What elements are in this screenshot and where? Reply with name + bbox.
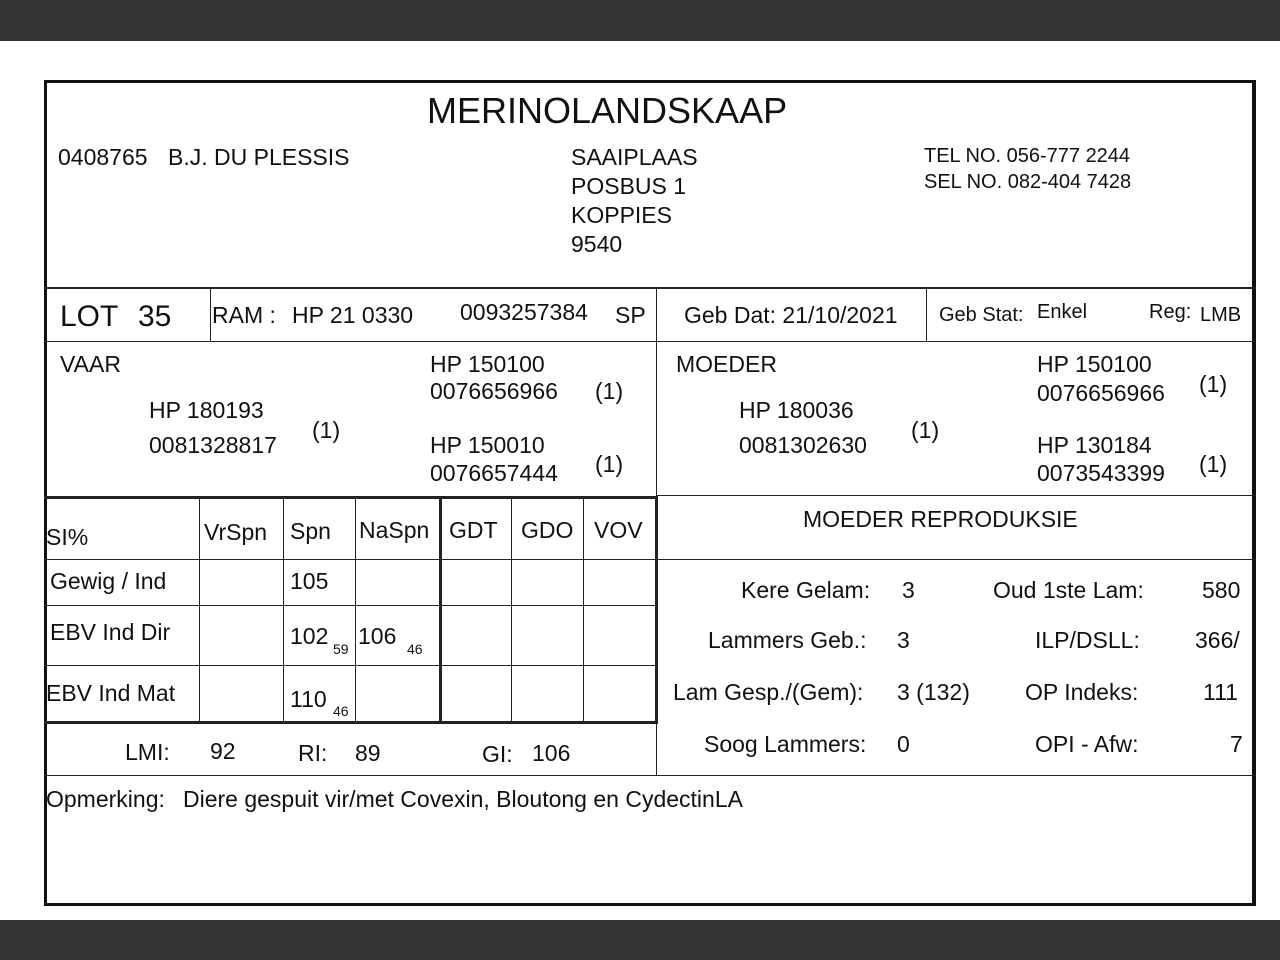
ram-id: HP 21 0330 <box>292 302 414 328</box>
top-letterbox-bar <box>0 0 1280 41</box>
row-label-ebv-dir: EBV Ind Dir <box>50 619 171 645</box>
repro-ilp-dsll-value: 366/ <box>1195 627 1240 653</box>
owner-code: 0408765 <box>58 144 148 170</box>
ri-label: RI: <box>298 740 328 766</box>
vaar-label: VAAR <box>60 351 121 377</box>
repro-oud-1ste-lam-value: 580 <box>1202 577 1241 603</box>
address-line-1: SAAIPLAAS <box>571 144 698 170</box>
divider-pedigree-bottom <box>44 496 658 499</box>
dam-dam-flag: (1) <box>1199 451 1228 477</box>
divider-lot-row-bottom <box>44 341 1256 342</box>
repro-op-indeks-label: OP Indeks: <box>1025 679 1139 705</box>
sire-dam-number: 0076657444 <box>430 460 558 486</box>
repro-opi-afw-value: 7 <box>1230 731 1243 757</box>
divider-remark-top <box>44 775 1256 776</box>
cell-ebv-dir-naspn-sub: 46 <box>407 641 423 657</box>
col-header-vov: VOV <box>594 517 643 543</box>
birth-status-label: Geb Stat: <box>939 304 1024 326</box>
si-table-bottom <box>44 721 658 724</box>
repro-soog-lammers-value: 0 <box>897 731 910 757</box>
sire-number: 0081328817 <box>149 432 277 458</box>
si-table-row-line <box>44 559 656 560</box>
dam-number: 0081302630 <box>739 432 867 458</box>
col-header-gdo: GDO <box>521 517 574 543</box>
repro-ilp-dsll-label: ILP/DSLL: <box>1035 627 1140 653</box>
repro-lammers-geb-value: 3 <box>897 627 910 653</box>
divider-date-status <box>926 289 927 341</box>
sire-id: HP 180193 <box>149 397 264 423</box>
repro-lam-gesp-value: 3 (132) <box>897 679 970 705</box>
si-table-row-line <box>44 605 656 606</box>
document-title: MERINOLANDSKAAP <box>427 90 788 131</box>
dam-sire-number: 0076656966 <box>1037 380 1165 406</box>
cell-ebv-mat-spn-sub: 46 <box>333 703 349 719</box>
repro-kere-gelam-value: 3 <box>902 577 915 603</box>
dam-dam-number: 0073543399 <box>1037 460 1165 486</box>
sire-flag: (1) <box>312 417 341 443</box>
gi-label: GI: <box>482 741 513 767</box>
address-line-2: POSBUS 1 <box>571 173 687 199</box>
col-header-naspn: NaSpn <box>359 517 430 543</box>
ram-label: RAM : <box>212 302 276 328</box>
reg-value: LMB <box>1200 304 1242 326</box>
sire-dam-flag: (1) <box>595 451 624 477</box>
si-table-right-edge <box>655 497 658 724</box>
si-corner-label: SI% <box>46 524 89 550</box>
birth-status: Enkel <box>1037 301 1088 323</box>
tel-number: TEL NO. 056-777 2244 <box>924 145 1131 167</box>
bottom-letterbox-bar <box>0 920 1280 960</box>
sel-number: SEL NO. 082-404 7428 <box>924 171 1132 193</box>
moeder-label: MOEDER <box>676 351 777 377</box>
si-table-row-line <box>44 665 656 666</box>
ram-number: 0093257384 <box>460 299 588 325</box>
reg-label: Reg: <box>1149 301 1192 323</box>
row-label-gewig: Gewig / Ind <box>50 568 167 594</box>
si-table-col-line <box>511 499 512 721</box>
repro-opi-afw-label: OPI - Afw: <box>1035 731 1139 757</box>
divider-header-bottom <box>44 287 1256 289</box>
cell-ebv-mat-spn: 110 <box>290 686 327 712</box>
reproduction-title: MOEDER REPRODUKSIE <box>803 506 1078 532</box>
dam-sire-id: HP 150100 <box>1037 351 1152 377</box>
repro-lammers-geb-label: Lammers Geb.: <box>708 627 867 653</box>
lot-label: LOT <box>60 300 119 333</box>
si-table-col-line <box>283 499 284 721</box>
sire-sire-flag: (1) <box>595 378 624 404</box>
row-label-ebv-mat: EBV Ind Mat <box>46 680 176 706</box>
address-line-3: KOPPIES <box>571 202 672 228</box>
repro-oud-1ste-lam-label: Oud 1ste Lam: <box>993 577 1144 603</box>
sire-dam-id: HP 150010 <box>430 432 545 458</box>
remark-label: Opmerking: <box>46 786 165 812</box>
repro-lam-gesp-label: Lam Gesp./(Gem): <box>673 679 864 705</box>
col-header-gdt: GDT <box>449 517 498 543</box>
si-table-col-line <box>583 499 584 721</box>
repro-soog-lammers-label: Soog Lammers: <box>704 731 867 757</box>
lot-number: 35 <box>138 300 172 333</box>
address-line-4: 9540 <box>571 231 623 257</box>
si-table-col-line <box>355 499 356 721</box>
sire-sire-id: HP 150100 <box>430 351 545 377</box>
cell-gewig-spn: 105 <box>290 568 329 594</box>
dam-flag: (1) <box>911 417 940 443</box>
cell-ebv-dir-spn-sub: 59 <box>333 641 349 657</box>
cell-ebv-dir-spn: 102 <box>290 623 329 649</box>
dam-id: HP 180036 <box>739 397 854 423</box>
ram-suffix: SP <box>615 302 646 328</box>
divider-repro-title <box>656 559 1256 560</box>
col-header-vrspn: VrSpn <box>204 519 268 545</box>
birth-date: Geb Dat: 21/10/2021 <box>684 302 898 328</box>
ri-value: 89 <box>355 740 381 766</box>
divider-pedigree-bottom-right <box>656 495 1256 496</box>
remark-text: Diere gespuit vir/met Covexin, Bloutong en CydectinLA <box>183 786 743 812</box>
lmi-label: LMI: <box>125 739 170 765</box>
divider-ram-date <box>656 289 657 341</box>
lmi-value: 92 <box>210 738 236 764</box>
owner-name: B.J. DU PLESSIS <box>168 144 350 170</box>
repro-kere-gelam-label: Kere Gelam: <box>741 577 871 603</box>
divider-lot-ram <box>210 289 211 341</box>
dam-dam-id: HP 130184 <box>1037 432 1152 458</box>
sire-sire-number: 0076656966 <box>430 378 558 404</box>
dam-sire-flag: (1) <box>1199 371 1228 397</box>
col-header-spn: Spn <box>290 518 331 544</box>
repro-op-indeks-value: 111 <box>1203 679 1238 705</box>
si-table-col-line <box>199 499 200 721</box>
gi-value: 106 <box>532 740 571 766</box>
cell-ebv-dir-naspn: 106 <box>358 623 397 649</box>
si-table-col-thick <box>439 499 442 724</box>
